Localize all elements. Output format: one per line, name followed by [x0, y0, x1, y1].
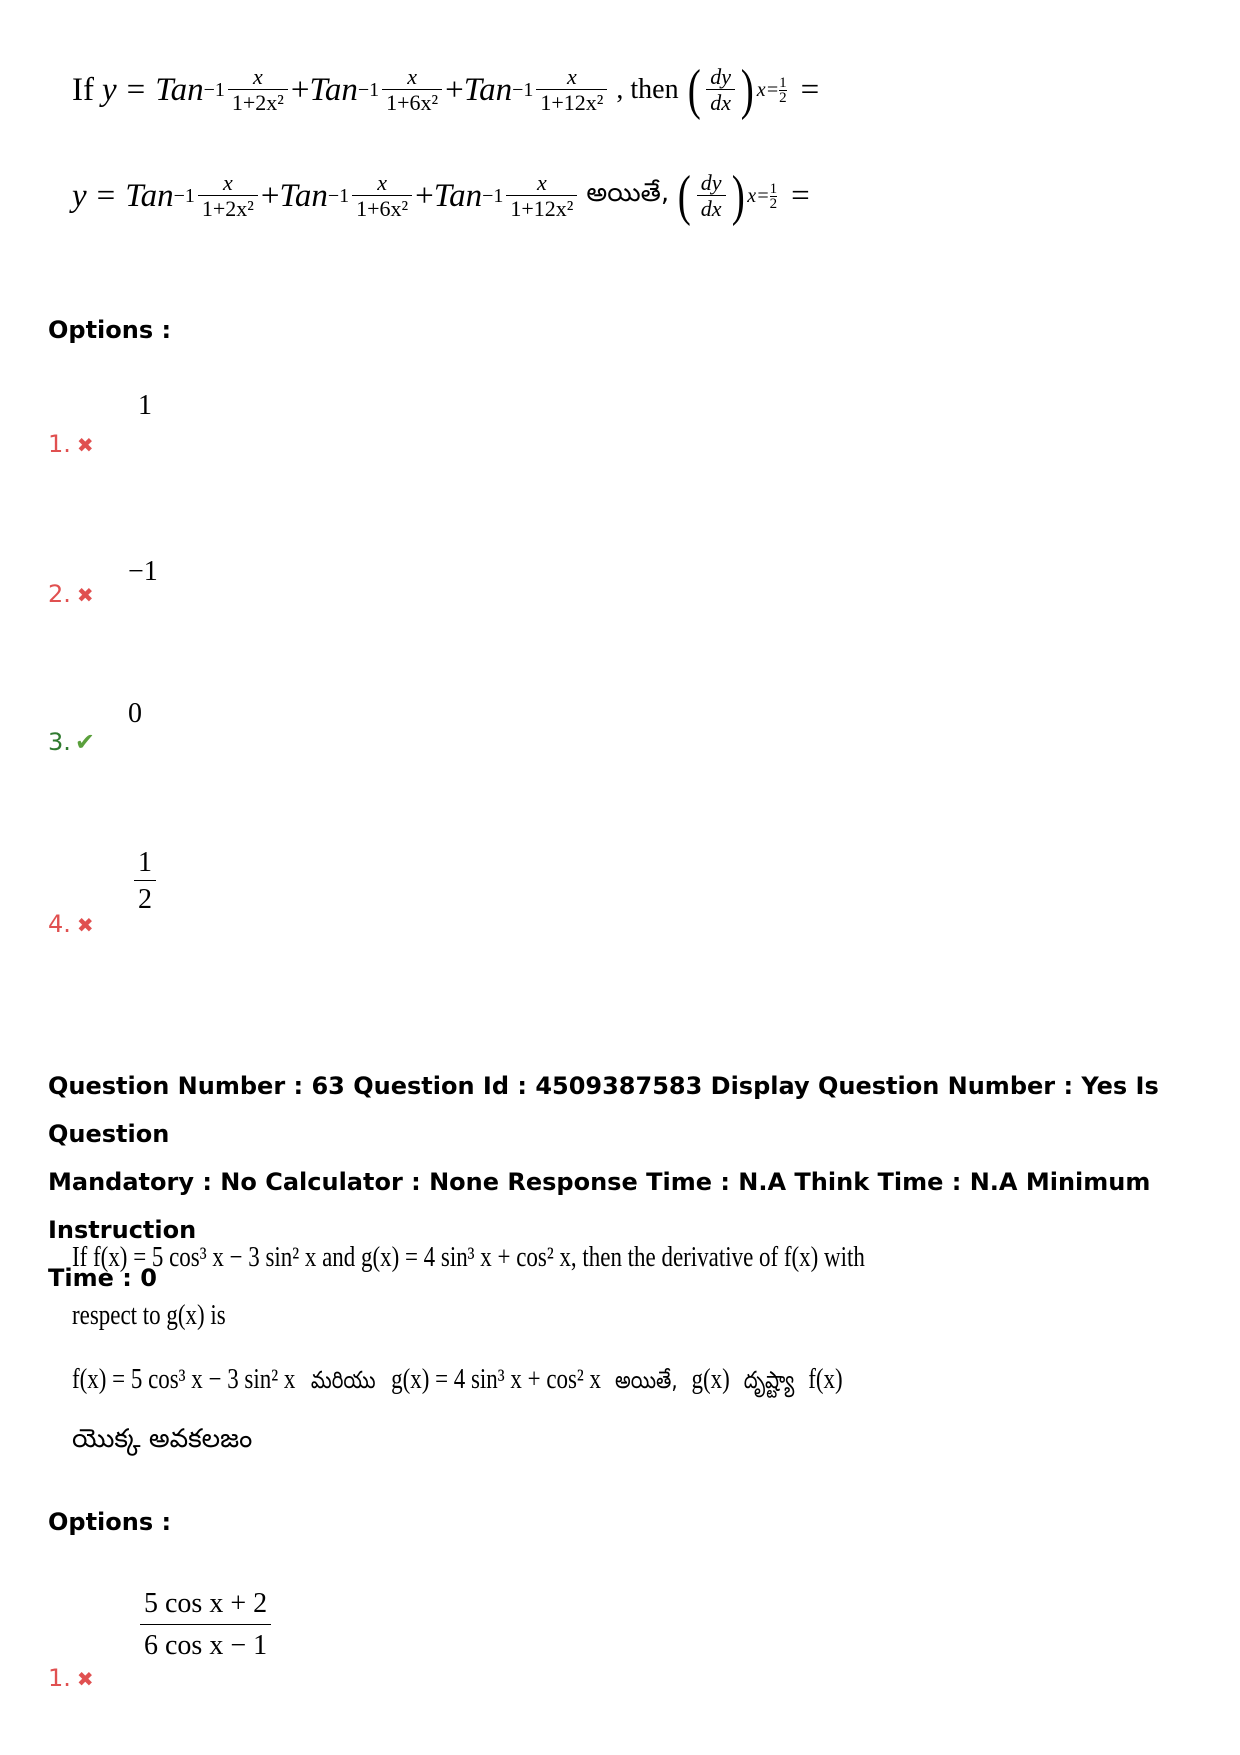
q63-te-fx: f(x) — [808, 1364, 843, 1395]
eq-plus-2: + — [445, 71, 464, 108]
eq-te-dydx: $\frac{dy}{dx}$ — [697, 171, 726, 222]
q63-text-en-1: If f(x) = 5 cos³ x − 3 sin² x and g(x) = 4 sin³ x + cos² x, then the derivative of f(x) with — [72, 1242, 865, 1273]
eq-equals: = — [126, 71, 146, 108]
q63-text-te-2: యొక్క అవకలజం — [72, 1424, 253, 1454]
eq-te-frac-3: $\frac{x}{\text{1+12x²}}$ — [506, 171, 577, 222]
eq-te-plus-1: + — [260, 177, 280, 214]
q62-option-3-value: 0 — [128, 698, 142, 729]
eq-inv-1: −1 — [203, 78, 225, 101]
q63-option-1[interactable] — [48, 1664, 94, 1692]
q62-option-2-value: −1 — [128, 556, 158, 587]
eq-inv-3: −1 — [512, 78, 534, 101]
eq-end-equals: = — [800, 71, 820, 108]
q63-meta-line-1: Question Number : 63 Question Id : 4509387583 Display Question Number : Yes Is Question — [48, 1072, 1159, 1148]
option-number: 1. — [48, 430, 71, 458]
eq-te-equals: = — [96, 177, 116, 214]
eq-te-y: y — [72, 177, 87, 214]
eq-te-tan-1: Tan — [125, 177, 174, 214]
cross-icon: ✖ — [76, 433, 94, 457]
eq-tan-2: Tan — [309, 71, 358, 108]
eq-y: y — [101, 71, 117, 108]
eq-te-plus-2: + — [415, 177, 434, 214]
q62-options-label: Options : — [48, 316, 172, 344]
q63-te-if: అయితే, — [614, 1366, 678, 1394]
eq-tan-1: Tan — [155, 71, 204, 108]
q62-option-3[interactable] — [48, 728, 95, 756]
eq-te-frac-1: $\frac{x}{\text{1+2x²}}$ — [198, 171, 258, 222]
q63-te-gx: g(x) — [691, 1364, 730, 1395]
eq-tan-3: Tan — [463, 71, 513, 108]
check-icon: ✔ — [74, 728, 96, 756]
q62-option-1[interactable] — [48, 430, 94, 458]
cross-icon: ✖ — [76, 583, 94, 607]
option-number: 1. — [48, 1664, 71, 1692]
eq-frac-2: $\frac{x}{\text{1+6x²}}$ — [382, 65, 442, 116]
option-number: 4. — [48, 910, 71, 938]
eq-te-inv-3: −1 — [482, 184, 504, 207]
q63-text-en-2: respect to g(x) is — [72, 1300, 226, 1331]
q63-te-g: g(x) = 4 sin³ x + cos² x — [391, 1364, 602, 1395]
q63-option-1-value — [140, 1584, 271, 1667]
q62-option-2[interactable] — [48, 580, 94, 608]
cross-icon: ✖ — [76, 913, 94, 937]
eq-te-at: x= — [747, 184, 770, 207]
q63-options-label: Options : — [48, 1508, 172, 1536]
q63-te-and: మరియు — [310, 1366, 376, 1394]
option-number: 3. — [48, 728, 71, 756]
eq-te-tan-2: Tan — [279, 177, 328, 214]
eq-if: If — [72, 71, 94, 108]
eq-at: x= — [756, 78, 780, 101]
cross-icon: ✖ — [76, 1667, 94, 1691]
q62-option-1-value: 1 — [138, 390, 152, 421]
eq-plus-1: + — [290, 71, 310, 108]
half-fraction: $\frac{1}{2}$ — [134, 846, 156, 919]
eq-te-half: $\frac{1}{2}$ — [769, 180, 778, 212]
te-right-paren: ) — [731, 165, 745, 227]
q63-meta-line-2: Mandatory : No Calculator : None Response Time : N.A Think Time : N.A Minimum Instruction — [48, 1168, 1151, 1244]
eq-dydx: $\frac{dy}{dx}$ — [706, 65, 735, 116]
q62-option-4-value — [134, 846, 156, 919]
eq-then: , then — [616, 74, 679, 105]
eq-frac-1: $\frac{x}{\text{1+2x²}}$ — [228, 65, 288, 116]
left-paren: ( — [687, 59, 701, 121]
eq-te-frac-2: $\frac{x}{\text{1+6x²}}$ — [352, 171, 412, 222]
q63-meta-line-3: Time : 0 — [48, 1264, 157, 1292]
eq-te-inv-2: −1 — [327, 184, 350, 207]
option-number: 2. — [48, 580, 71, 608]
q63-text-te-1 — [72, 1364, 843, 1400]
option-fraction: $\frac{\text{5 cos x + 2}}{\text{6 cos x − 1}}$ — [140, 1584, 271, 1667]
q62-option-4[interactable] — [48, 910, 94, 938]
q62-equation-telugu — [72, 165, 810, 227]
eq-half: $\frac{1}{2}$ — [779, 74, 787, 106]
eq-te-inv-1: −1 — [173, 184, 195, 207]
te-left-paren: ( — [677, 165, 691, 227]
q63-te-f: f(x) = 5 cos³ x − 3 sin² x — [72, 1364, 296, 1395]
eq-te-end-equals: = — [791, 177, 810, 214]
eq-te-tan-3: Tan — [433, 177, 483, 214]
eq-inv-2: −1 — [357, 78, 380, 101]
eq-te-word: అయితే, — [586, 178, 670, 208]
eq-frac-3: $\frac{x}{\text{1+12x²}}$ — [536, 65, 607, 116]
q62-equation-english — [72, 59, 820, 121]
q63-te-wrt: దృష్ట్యా — [743, 1366, 795, 1394]
right-paren: ) — [740, 59, 754, 121]
